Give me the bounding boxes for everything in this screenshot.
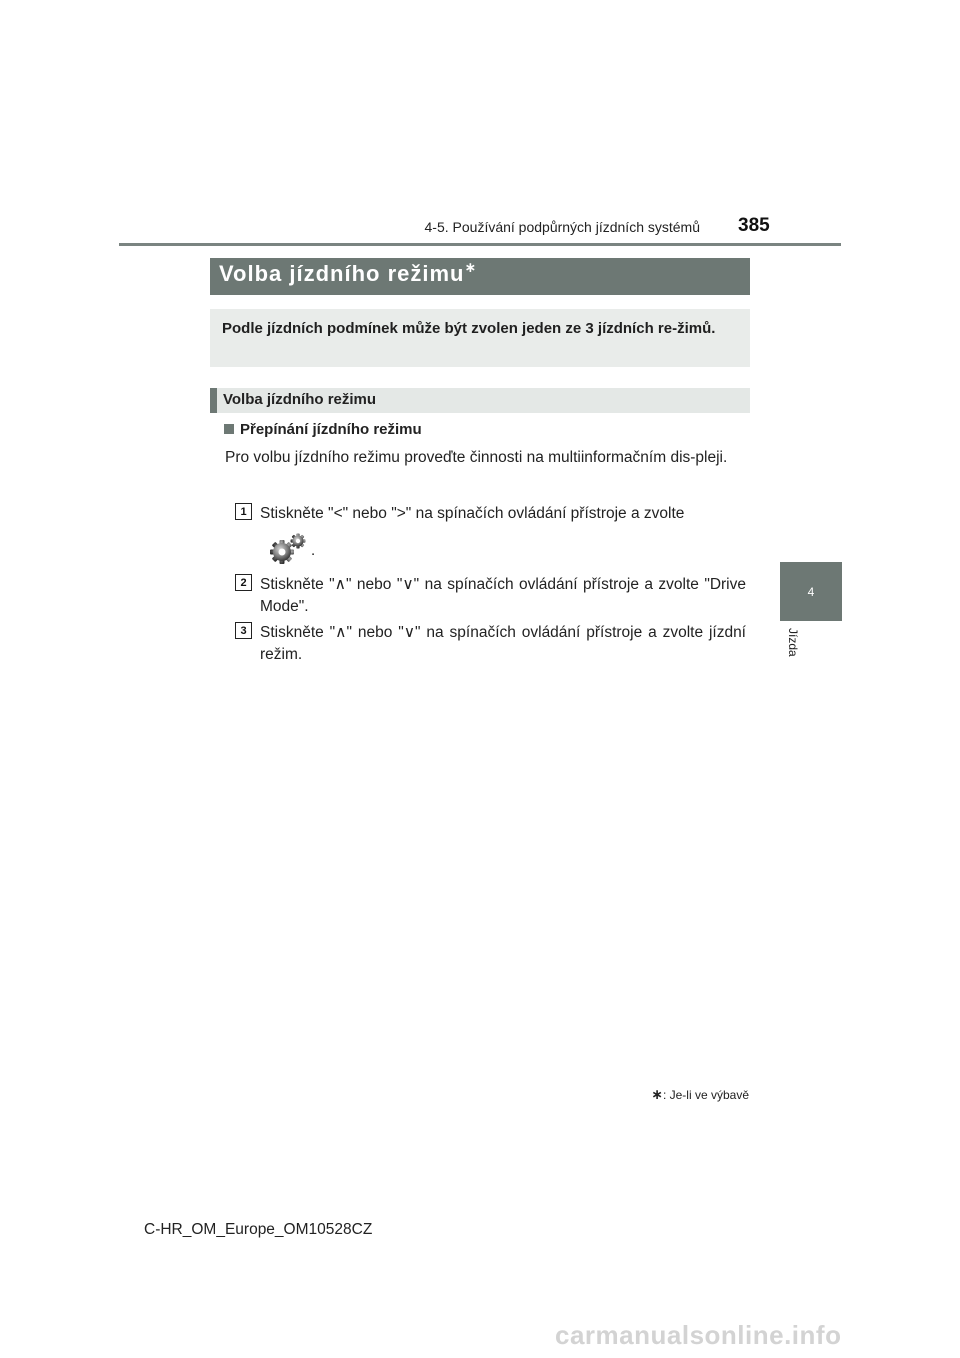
page-title bbox=[210, 258, 750, 295]
step-number-3: 3 bbox=[235, 622, 252, 639]
subheading bbox=[224, 421, 422, 438]
section-heading: Volba jízdního režimu bbox=[210, 388, 750, 413]
step-number-1: 1 bbox=[235, 503, 252, 520]
intro-box: Podle jízdních podmínek může být zvolen jeden ze 3 jízdních re-žimů. bbox=[210, 309, 750, 367]
step-text-1: Stiskněte "<" nebo ">" na spínačích ovládání přístroje a zvolte bbox=[260, 505, 685, 522]
footnote bbox=[0, 1086, 749, 1103]
step-text-2: Stiskněte "∧" nebo "∨" na spínačích ovládání přístroje a zvolte "Drive Mode". bbox=[260, 576, 746, 615]
chapter-tab bbox=[780, 562, 842, 621]
page-title-text: Volba jízdního režimu bbox=[219, 261, 465, 286]
square-bullet-icon bbox=[224, 424, 234, 434]
step-1-suffix: . bbox=[311, 542, 316, 559]
subheading-text: Přepínání jízdního režimu bbox=[240, 421, 422, 438]
chapter-number: 4 bbox=[807, 584, 815, 599]
chapter-label bbox=[786, 628, 802, 668]
header-rule bbox=[119, 243, 841, 246]
body-paragraph: Pro volbu jízdního režimu proveďte činnosti na multiinformačním dis-pleji. bbox=[225, 449, 728, 466]
footnote-text: : Je-li ve výbavě bbox=[662, 1088, 749, 1102]
footnote-marker: ∗ bbox=[651, 1086, 663, 1102]
step-text-3: Stiskněte "∧" nebo "∨" na spínačích ovládání přístroje a zvolte jízdní režim. bbox=[260, 624, 746, 663]
chapter-label-text: Jízda bbox=[786, 628, 800, 657]
title-marker: ∗ bbox=[464, 259, 478, 275]
page-number: 385 bbox=[738, 215, 770, 236]
document-code: C-HR_OM_Europe_OM10528CZ bbox=[144, 1221, 373, 1238]
watermark: carmanualsonline.info bbox=[555, 1320, 842, 1350]
step-number-2: 2 bbox=[235, 574, 252, 591]
gear-icon bbox=[268, 532, 308, 566]
header-section-title: 4-5. Používání podpůrných jízdních systémů bbox=[424, 219, 700, 235]
